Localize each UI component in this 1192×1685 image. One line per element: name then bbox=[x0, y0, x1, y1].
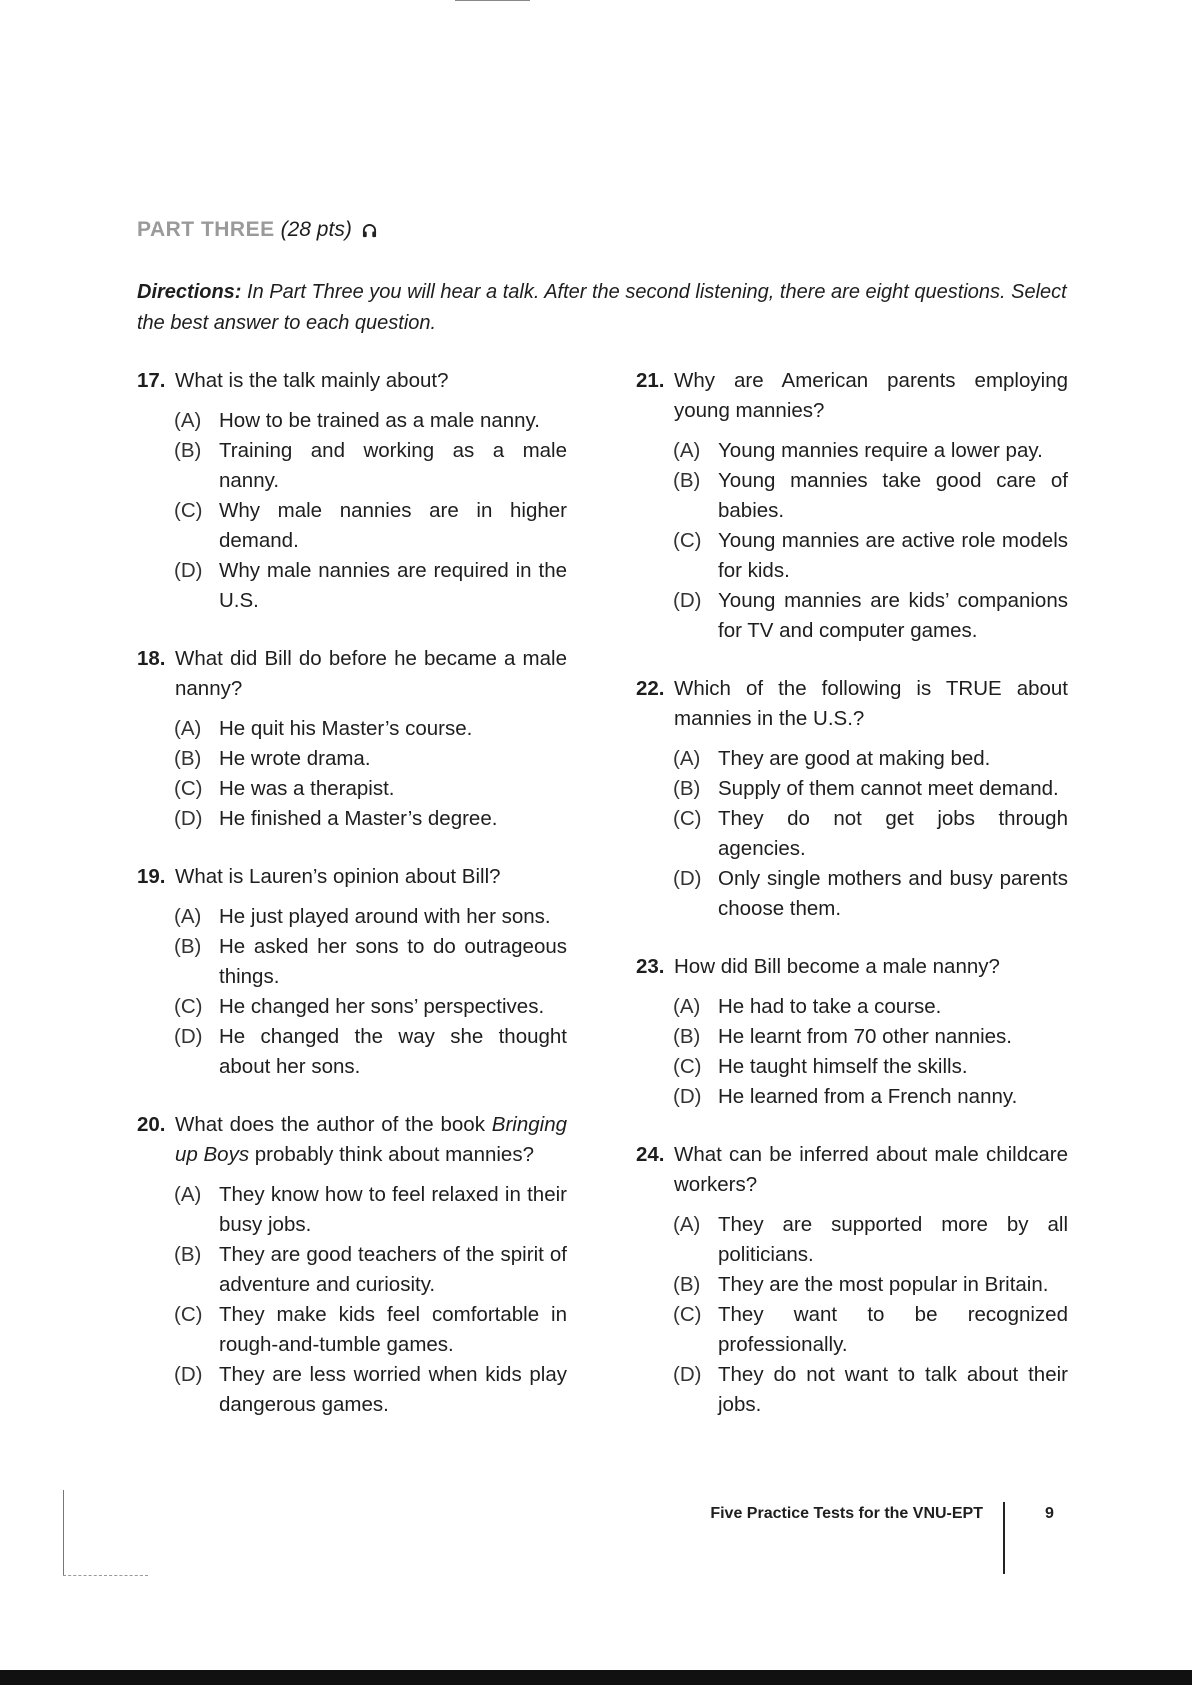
option-text: Young mannies take good care of babies. bbox=[718, 469, 1068, 522]
option-letter: (C) bbox=[174, 995, 203, 1018]
option-letter: (A) bbox=[174, 717, 202, 740]
question-number: 21. bbox=[636, 369, 665, 392]
directions-label: Directions: bbox=[137, 281, 242, 303]
option-letter: (A) bbox=[174, 1183, 202, 1206]
option-text: They make kids feel comfortable in rough-and-tumble games. bbox=[219, 1303, 567, 1356]
option-b[interactable] bbox=[673, 1270, 1068, 1300]
option-letter: (B) bbox=[673, 777, 701, 800]
option-list bbox=[174, 406, 567, 616]
option-letter: (A) bbox=[673, 747, 701, 770]
option-b[interactable] bbox=[174, 436, 567, 496]
question-17 bbox=[137, 366, 567, 616]
option-letter: (A) bbox=[673, 439, 701, 462]
option-d[interactable] bbox=[673, 864, 1068, 924]
option-text: They are good at making bed. bbox=[718, 747, 991, 770]
option-text: He had to take a course. bbox=[718, 995, 942, 1018]
scan-margin-line bbox=[63, 1575, 148, 1577]
scan-top-line bbox=[455, 0, 530, 1]
question-stem: What did Bill do before he became a male nanny? bbox=[175, 647, 567, 700]
option-letter: (B) bbox=[673, 1273, 701, 1296]
option-list bbox=[174, 902, 567, 1082]
option-a[interactable] bbox=[174, 406, 567, 436]
option-text: He was a therapist. bbox=[219, 777, 395, 800]
option-text: They are supported more by all politicians. bbox=[718, 1213, 1068, 1266]
option-list bbox=[673, 744, 1068, 924]
part-header bbox=[137, 218, 377, 242]
option-d[interactable] bbox=[673, 1082, 1068, 1112]
option-text: Young mannies are active role models for kids. bbox=[718, 529, 1068, 582]
stem-part: What does the author of the book bbox=[175, 1113, 492, 1136]
question-number: 18. bbox=[137, 647, 166, 670]
option-b[interactable] bbox=[174, 744, 567, 774]
option-c[interactable] bbox=[673, 1300, 1068, 1360]
option-text: Supply of them cannot meet demand. bbox=[718, 777, 1059, 800]
option-b[interactable] bbox=[673, 1022, 1068, 1052]
option-list bbox=[673, 992, 1068, 1112]
directions bbox=[137, 277, 1067, 339]
option-text: He asked her sons to do outrageous things. bbox=[219, 935, 567, 988]
option-a[interactable] bbox=[174, 1180, 567, 1240]
option-text: He learned from a French nanny. bbox=[718, 1085, 1018, 1108]
option-text: Only single mothers and busy parents choose them. bbox=[718, 867, 1068, 920]
option-text: They are the most popular in Britain. bbox=[718, 1273, 1049, 1296]
option-letter: (B) bbox=[174, 935, 202, 958]
option-c[interactable] bbox=[174, 992, 567, 1022]
option-letter: (C) bbox=[174, 1303, 203, 1326]
option-text: They do not want to talk about their jobs. bbox=[718, 1363, 1068, 1416]
option-b[interactable] bbox=[174, 932, 567, 992]
option-b[interactable] bbox=[673, 466, 1068, 526]
option-list bbox=[673, 1210, 1068, 1420]
question-stem: What is Lauren’s opinion about Bill? bbox=[175, 865, 501, 888]
question-number: 23. bbox=[636, 955, 665, 978]
option-c[interactable] bbox=[174, 1300, 567, 1360]
option-d[interactable] bbox=[673, 1360, 1068, 1420]
question-number: 22. bbox=[636, 677, 665, 700]
option-letter: (A) bbox=[673, 1213, 701, 1236]
question-stem: Which of the following is TRUE about mannies in the U.S.? bbox=[674, 677, 1068, 730]
stem-part: probably think about mannies? bbox=[249, 1143, 534, 1166]
option-text: Why male nannies are in higher demand. bbox=[219, 499, 567, 552]
option-text: He wrote drama. bbox=[219, 747, 371, 770]
question-19 bbox=[137, 862, 567, 1082]
option-text: He learnt from 70 other nannies. bbox=[718, 1025, 1012, 1048]
option-a[interactable] bbox=[174, 714, 567, 744]
option-list bbox=[174, 714, 567, 834]
footer-title: Five Practice Tests for the VNU-EPT bbox=[710, 1505, 983, 1522]
option-a[interactable] bbox=[673, 1210, 1068, 1270]
option-letter: (D) bbox=[673, 589, 702, 612]
option-letter: (C) bbox=[673, 1055, 702, 1078]
option-letter: (D) bbox=[174, 807, 203, 830]
option-letter: (C) bbox=[673, 1303, 702, 1326]
option-d[interactable] bbox=[174, 556, 567, 616]
question-stem: Why are American parents employing young mannies? bbox=[674, 369, 1068, 422]
option-letter: (A) bbox=[174, 905, 202, 928]
option-letter: (A) bbox=[174, 409, 202, 432]
option-text: Training and working as a male nanny. bbox=[219, 439, 567, 492]
option-letter: (C) bbox=[174, 777, 203, 800]
option-a[interactable] bbox=[673, 992, 1068, 1022]
option-c[interactable] bbox=[673, 526, 1068, 586]
option-c[interactable] bbox=[673, 1052, 1068, 1082]
option-letter: (B) bbox=[673, 469, 701, 492]
page-number: 9 bbox=[1045, 1505, 1054, 1522]
part-title: PART THREE bbox=[137, 218, 275, 241]
question-number: 17. bbox=[137, 369, 166, 392]
question-21 bbox=[636, 366, 1068, 646]
option-list bbox=[673, 436, 1068, 646]
option-c[interactable] bbox=[673, 804, 1068, 864]
question-18 bbox=[137, 644, 567, 834]
option-text: They are good teachers of the spirit of adventure and curiosity. bbox=[219, 1243, 567, 1296]
option-letter: (C) bbox=[673, 807, 702, 830]
question-23 bbox=[636, 952, 1068, 1112]
question-24 bbox=[636, 1140, 1068, 1420]
question-stem: How did Bill become a male nanny? bbox=[674, 955, 1000, 978]
question-stem bbox=[175, 1110, 567, 1170]
option-b[interactable] bbox=[673, 774, 1068, 804]
book-title: Bringing up Boys bbox=[175, 1113, 567, 1166]
option-letter: (B) bbox=[174, 747, 202, 770]
question-number: 24. bbox=[636, 1143, 665, 1166]
option-text: They know how to feel relaxed in their busy jobs. bbox=[219, 1183, 567, 1236]
option-letter: (D) bbox=[174, 1025, 203, 1048]
question-20 bbox=[137, 1110, 567, 1420]
option-d[interactable] bbox=[673, 586, 1068, 646]
option-letter: (B) bbox=[673, 1025, 701, 1048]
option-text: He quit his Master’s course. bbox=[219, 717, 473, 740]
page-footer bbox=[700, 1505, 1080, 1574]
option-letter: (C) bbox=[174, 499, 203, 522]
option-list bbox=[174, 1180, 567, 1420]
option-letter: (D) bbox=[673, 1363, 702, 1386]
headphones-icon bbox=[362, 223, 377, 238]
option-text: He finished a Master’s degree. bbox=[219, 807, 498, 830]
option-letter: (C) bbox=[673, 529, 702, 552]
option-c[interactable] bbox=[174, 496, 567, 556]
option-a[interactable] bbox=[673, 436, 1068, 466]
directions-text: In Part Three you will hear a talk. After the second listening, there are eight questions. Select the best answer to each question. bbox=[137, 281, 1067, 334]
option-b[interactable] bbox=[174, 1240, 567, 1300]
question-22 bbox=[636, 674, 1068, 924]
option-text: How to be trained as a male nanny. bbox=[219, 409, 540, 432]
option-text: He just played around with her sons. bbox=[219, 905, 551, 928]
option-letter: (D) bbox=[673, 867, 702, 890]
option-letter: (D) bbox=[174, 559, 203, 582]
question-stem: What is the talk mainly about? bbox=[175, 369, 449, 392]
option-letter: (D) bbox=[174, 1363, 203, 1386]
option-a[interactable] bbox=[673, 744, 1068, 774]
option-d[interactable] bbox=[174, 1360, 567, 1420]
option-letter: (B) bbox=[174, 1243, 202, 1266]
question-number: 19. bbox=[137, 865, 166, 888]
part-points: (28 pts) bbox=[280, 218, 352, 241]
option-text: Young mannies are kids’ companions for TV and computer games. bbox=[718, 589, 1068, 642]
option-text: He changed the way she thought about her sons. bbox=[219, 1025, 567, 1078]
option-letter: (A) bbox=[673, 995, 701, 1018]
left-column bbox=[137, 366, 567, 1448]
right-column bbox=[636, 366, 1068, 1448]
option-d[interactable] bbox=[174, 1022, 567, 1082]
option-a[interactable] bbox=[174, 902, 567, 932]
option-text: He changed her sons’ perspectives. bbox=[219, 995, 545, 1018]
option-c[interactable] bbox=[174, 774, 567, 804]
option-d[interactable] bbox=[174, 804, 567, 834]
option-text: Young mannies require a lower pay. bbox=[718, 439, 1043, 462]
option-text: They want to be recognized professionally. bbox=[718, 1303, 1068, 1356]
question-stem: What can be inferred about male childcare workers? bbox=[674, 1143, 1068, 1196]
option-letter: (B) bbox=[174, 439, 202, 462]
scan-margin-line bbox=[63, 1490, 64, 1575]
option-text: They are less worried when kids play dangerous games. bbox=[219, 1363, 567, 1416]
option-letter: (D) bbox=[673, 1085, 702, 1108]
option-text: Why male nannies are required in the U.S. bbox=[219, 559, 567, 612]
scan-bottom-edge bbox=[0, 1670, 1192, 1685]
option-text: He taught himself the skills. bbox=[718, 1055, 968, 1078]
question-number: 20. bbox=[137, 1113, 166, 1136]
option-text: They do not get jobs through agencies. bbox=[718, 807, 1068, 860]
